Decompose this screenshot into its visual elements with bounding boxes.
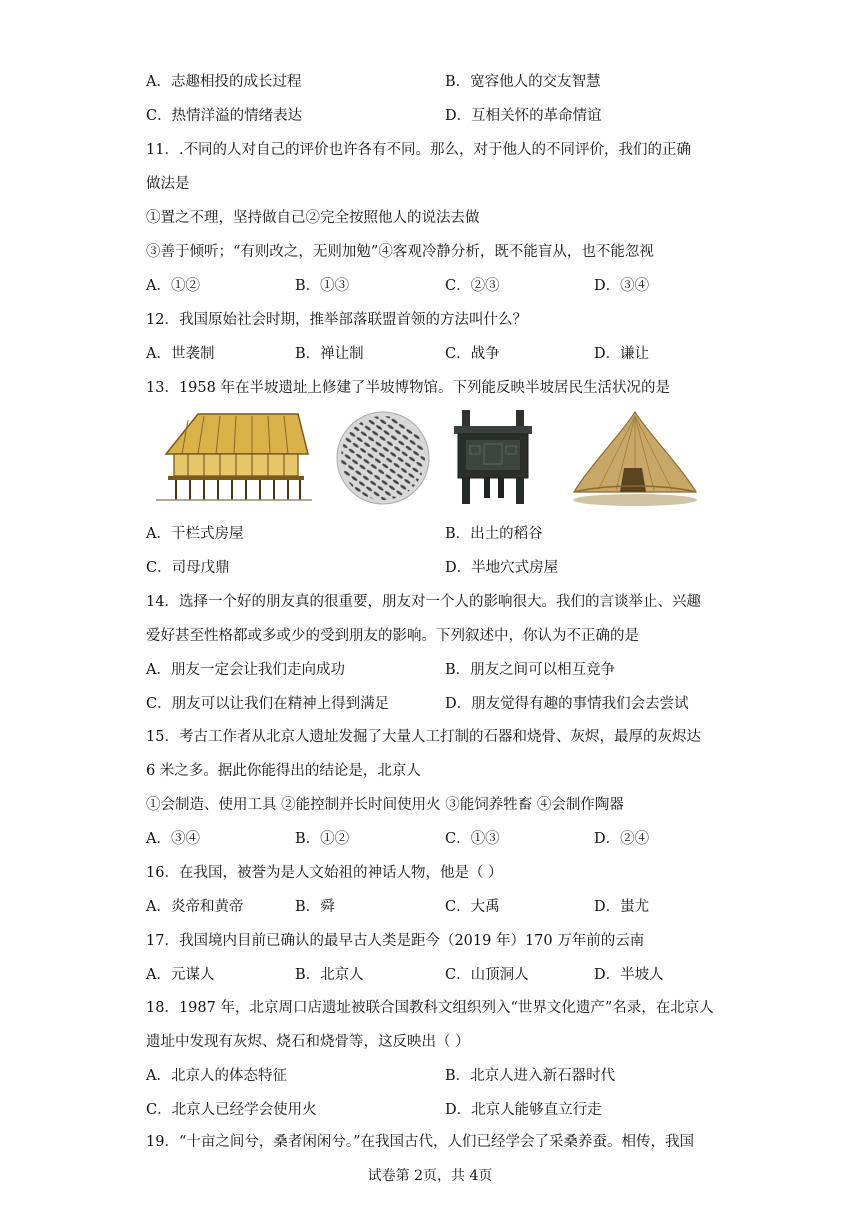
q10-option-c: C．热情洋溢的情绪表达 <box>146 108 303 124</box>
q17-stem: 17．我国境内目前已确认的最早古人类是距今（2019 年）170 万年前的云南 <box>146 933 645 949</box>
q15-option-d: D．②④ <box>594 831 650 847</box>
q14-option-a: A．朋友一定会让我们走向成功 <box>146 662 345 678</box>
q17-option-a: A．元谋人 <box>146 967 215 983</box>
rice-grain-image <box>333 408 433 508</box>
q17-option-c: C．山顶洞人 <box>445 967 529 983</box>
q18-option-d: D．北京人能够直立行走 <box>445 1102 602 1118</box>
q11-option-c: C．②③ <box>445 278 500 294</box>
stilt-house-image <box>148 408 314 506</box>
q11-statement-line1: ①置之不理，坚持做自己②完全按照他人的说法去做 <box>146 210 480 226</box>
q15-statements: ①会制造、使用工具 ②能控制并长时间使用火 ③能饲养牲畜 ④会制作陶器 <box>146 797 624 813</box>
q18-option-b: B．北京人进入新石器时代 <box>445 1068 616 1084</box>
q13-option-b: B．出土的稻谷 <box>445 526 543 542</box>
q10-option-d: D．互相关怀的革命情谊 <box>445 108 602 124</box>
q17-option-d: D．半坡人 <box>594 967 664 983</box>
q12-stem: 12．我国原始社会时期，推举部落联盟首领的方法叫什么？ <box>146 312 527 328</box>
q14-stem-line2: 爱好甚至性格都或多或少的受到朋友的影响。下列叙述中，你认为不正确的是 <box>146 628 639 644</box>
q16-option-c: C．大禹 <box>445 899 500 915</box>
q11-option-d: D．③④ <box>594 278 650 294</box>
page-footer: 试卷第 2页，共 4页 <box>367 1168 493 1184</box>
q13-option-d: D．半地穴式房屋 <box>445 560 559 576</box>
q15-option-c: C．①③ <box>445 831 500 847</box>
q17-option-b: B．北京人 <box>295 967 364 983</box>
q11-statement-line2: ③善于倾听；“有则改之，无则加勉”④客观冷静分析，既不能盲从，也不能忽视 <box>146 244 654 260</box>
q18-stem-line2: 遗址中发现有灰烬、烧石和烧骨等，这反映出（ ） <box>146 1034 470 1050</box>
q10-option-b: B．宽容他人的交友智慧 <box>445 74 601 90</box>
thatched-hut-image <box>568 408 702 508</box>
q15-option-a: A．③④ <box>146 831 200 847</box>
q19-stem-line1: 19．“十亩之间兮，桑者闲闲兮。”在我国古代，人们已经学会了采桑养蚕。相传，我国 <box>146 1134 695 1150</box>
q12-option-d: D．谦让 <box>594 346 650 362</box>
q13-image-row <box>148 402 708 514</box>
q13-option-c: C．司母戊鼎 <box>146 560 230 576</box>
q14-option-d: D．朋友觉得有趣的事情我们会去尝试 <box>445 696 689 712</box>
q11-stem-line1: 11．.不同的人对自己的评价也许各有不同。那么，对于他人的不同评价，我们的正确 <box>146 142 692 158</box>
bronze-ding-image <box>448 406 538 510</box>
q12-option-a: A．世袭制 <box>146 346 215 362</box>
q14-option-c: C．朋友可以让我们在精神上得到满足 <box>146 696 390 712</box>
q18-option-a: A．北京人的体态特征 <box>146 1068 287 1084</box>
q11-option-a: A．①② <box>146 278 200 294</box>
q10-option-a: A．志趣相投的成长过程 <box>146 74 302 90</box>
q16-option-b: B．舜 <box>295 899 335 915</box>
q15-stem-line1: 15．考古工作者从北京人遗址发掘了大量人工打制的石器和烧骨、灰烬，最厚的灰烬达 <box>146 729 701 745</box>
q16-option-d: D．蚩尤 <box>594 899 650 915</box>
q14-option-b: B．朋友之间可以相互竞争 <box>445 662 616 678</box>
q12-option-c: C．战争 <box>445 346 500 362</box>
q18-stem-line1: 18．1987 年，北京周口店遗址被联合国教科文组织列入“世界文化遗产”名录，在北京人 <box>146 1000 714 1016</box>
q11-option-b: B．①③ <box>295 278 350 294</box>
q13-stem: 13．1958 年在半坡遗址上修建了半坡博物馆。下列能反映半坡居民生活状况的是 <box>146 380 670 396</box>
q14-stem-line1: 14．选择一个好的朋友真的很重要，朋友对一个人的影响很大。我们的言谈举止、兴趣 <box>146 594 701 610</box>
q12-option-b: B．禅让制 <box>295 346 364 362</box>
q13-option-a: A．干栏式房屋 <box>146 526 244 542</box>
q15-stem-line2: 6 米之多。据此你能得出的结论是，北京人 <box>146 763 421 779</box>
q16-stem: 16．在我国，被誉为是人文始祖的神话人物，他是（ ） <box>146 865 503 881</box>
q16-option-a: A．炎帝和黄帝 <box>146 899 244 915</box>
q11-stem-line2: 做法是 <box>146 176 190 192</box>
q18-option-c: C．北京人已经学会使用火 <box>146 1102 317 1118</box>
q15-option-b: B．①② <box>295 831 350 847</box>
